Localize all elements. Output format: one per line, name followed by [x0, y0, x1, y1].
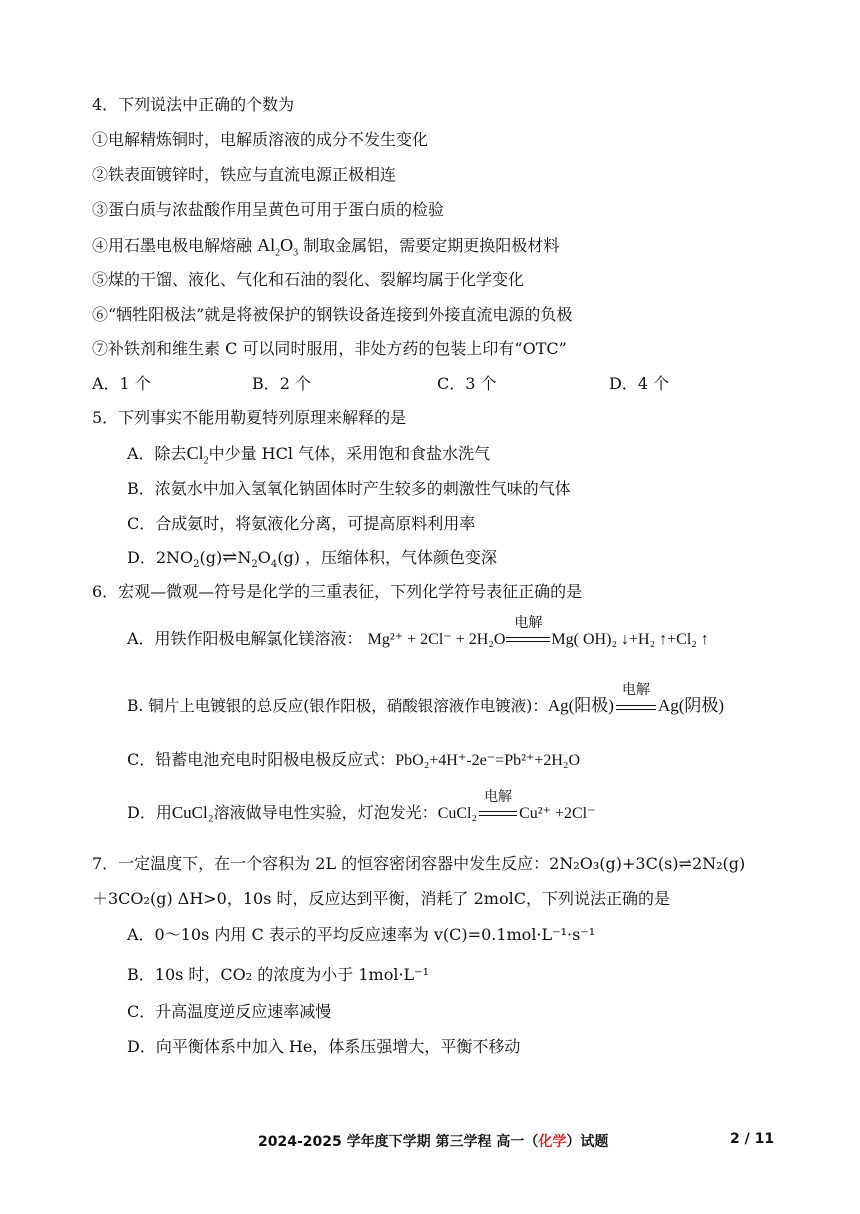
q6-option-c: [127, 749, 580, 772]
cucl2-formula: CuCl₂: [171, 803, 214, 822]
q4-item-6: ⑥“牺牲阳极法”就是将被保护的钢铁设备连接到外接直流电源的负极: [92, 305, 573, 324]
q7-option-b: B．10s 时，CO₂ 的浓度为小于 1mol·L⁻¹: [127, 965, 430, 984]
page-number: 2 / 11: [730, 1131, 775, 1147]
o-symbol: O: [280, 235, 294, 255]
q4-item-5: ⑤煤的干馏、液化、气化和石油的裂化、裂解均属于化学变化: [92, 270, 525, 289]
q4-option-a: A．1 个: [92, 374, 151, 393]
footer-title: [258, 1131, 608, 1151]
q5-d-part3: N: [237, 548, 252, 567]
q5-d-part1: D．2NO: [127, 548, 194, 567]
q6-b-eq-right: Ag(阴极): [657, 696, 725, 715]
equilibrium-arrow-icon: ⇌: [222, 547, 238, 568]
q6-option-d: [127, 789, 596, 825]
q6-c-equation: PbO₂+4H⁺-2e⁻=Pb²⁺+2H₂O: [395, 752, 581, 769]
q6-d-eq-right: Cu²⁺ +2Cl⁻: [519, 805, 596, 822]
q5-d-part4: O: [257, 548, 271, 567]
q4-option-b: B．2 个: [252, 374, 312, 393]
q4-item-1: ①电解精炼铜时，电解质溶液的成分不发生变化: [92, 130, 429, 149]
q6-b-eq-left: Ag(阳极): [547, 696, 614, 715]
q6-a-eq-right: Mg( OH)₂ ↓+H₂ ↑+Cl₂ ↑: [551, 631, 709, 648]
q7-option-d: D．向平衡体系中加入 He，体系压强增大，平衡不移动: [127, 1037, 521, 1056]
double-line-icon: [506, 637, 550, 642]
al2o3-formula: [257, 235, 299, 259]
q6-a-reaction-arrow: [505, 615, 551, 650]
q6-a-eq-left: Mg²⁺ + 2Cl⁻ + 2H₂O: [367, 631, 506, 648]
al-symbol: Al: [257, 235, 276, 255]
q7-option-a: A．0～10s 内用 C 表示的平均反应速率为 v(C)=0.1mol·L⁻¹·s⁻¹: [127, 925, 596, 944]
q6-option-b: [127, 682, 725, 717]
q5-option-d: [127, 547, 497, 569]
q6-d-text1: D．用: [127, 803, 172, 822]
q6-a-condition: 电解: [514, 615, 543, 631]
q6-stem: 6．宏观—微观—符号是化学的三重表征，下列化学符号表征正确的是: [92, 582, 583, 601]
q5-option-b: B．浓氨水中加入氢氧化钠固体时产生较多的刺激性气味的气体: [127, 479, 571, 498]
q4-item-4-part1: ④用石墨电极电解熔融: [92, 236, 253, 255]
o-subscript: 3: [293, 247, 299, 259]
q5-a-part2: 中少量 HCl 气体，采用饱和食盐水洗气: [208, 444, 491, 463]
q5-option-c: C．合成氨时，将氨液化分离，可提高原料利用率: [127, 514, 476, 533]
q6-c-text: C．铅蓄电池充电时阳极电极反应式：: [127, 750, 396, 769]
footer-subject: 化学: [538, 1134, 567, 1150]
footer-title-post: ）试题: [566, 1134, 609, 1150]
q4-stem: 4．下列说法中正确的个数为: [92, 95, 295, 114]
q6-option-a: [127, 615, 709, 651]
q4-item-4-part2: 制取金属铝，需要定期更换阳极材料: [303, 236, 560, 255]
q4-item-7: ⑦补铁剂和维生素 C 可以同时服用，非处方药的包装上印有“OTC”: [92, 339, 567, 358]
q6-b-reaction-arrow: [614, 682, 658, 717]
q5-d-sub1: 2: [193, 559, 200, 571]
q5-d-sub3: 4: [270, 559, 278, 571]
q6-a-text: A．用铁作阳极电解氯化镁溶液：: [127, 629, 363, 648]
q6-b-text: B. 铜片上电镀银的总反应(银作阳极，硝酸银溶液作电镀液)：: [127, 697, 548, 715]
q4-option-c: C．3 个: [437, 374, 497, 393]
q5-d-part5: (g) ，压缩体积，气体颜色变深: [277, 548, 498, 567]
cl2-formula: [186, 443, 209, 467]
double-line-icon: [616, 705, 656, 710]
q5-d-sub2: 2: [251, 559, 258, 571]
q5-option-a: [127, 442, 490, 465]
q6-b-condition: 电解: [621, 682, 650, 698]
cl-subscript: 2: [203, 455, 209, 467]
q4-item-3: ③蛋白质与浓盐酸作用呈黄色可用于蛋白质的检验: [92, 200, 445, 219]
footer-title-pre: 2024-2025 学年度下学期 第三学程 高一（: [258, 1134, 539, 1150]
al-subscript: 2: [275, 247, 281, 259]
q6-d-text2: 溶液做导电性实验，灯泡发光：: [213, 803, 438, 822]
q5-a-part1: A．除去: [127, 444, 187, 463]
q7-option-c: C．升高温度逆反应速率减慢: [127, 1002, 332, 1021]
q4-item-2: ②铁表面镀锌时，铁应与直流电源正极相连: [92, 165, 397, 184]
cl-symbol: Cl: [186, 443, 204, 463]
q6-d-reaction-arrow: [477, 789, 519, 824]
q6-d-eq-left: CuCl₂: [437, 805, 478, 822]
q4-option-d: D．4 个: [609, 374, 670, 393]
q7-stem-line2: ＋3CO₂(g) ΔH>0，10s 时，反应达到平衡，消耗了 2molC，下列说法正确的是: [92, 889, 670, 908]
q5-stem: 5．下列事实不能用勒夏特列原理来解释的是: [92, 408, 407, 427]
q4-item-4: [92, 234, 559, 257]
q6-d-condition: 电解: [484, 789, 513, 805]
q7-stem-line1: 7．一定温度下，在一个容积为 2L 的恒容密闭容器中发生反应：2N₂O₃(g)+3C(s)⇌2N₂(g): [92, 854, 746, 873]
q5-d-part2: (g): [199, 548, 223, 567]
double-line-icon: [479, 811, 517, 816]
